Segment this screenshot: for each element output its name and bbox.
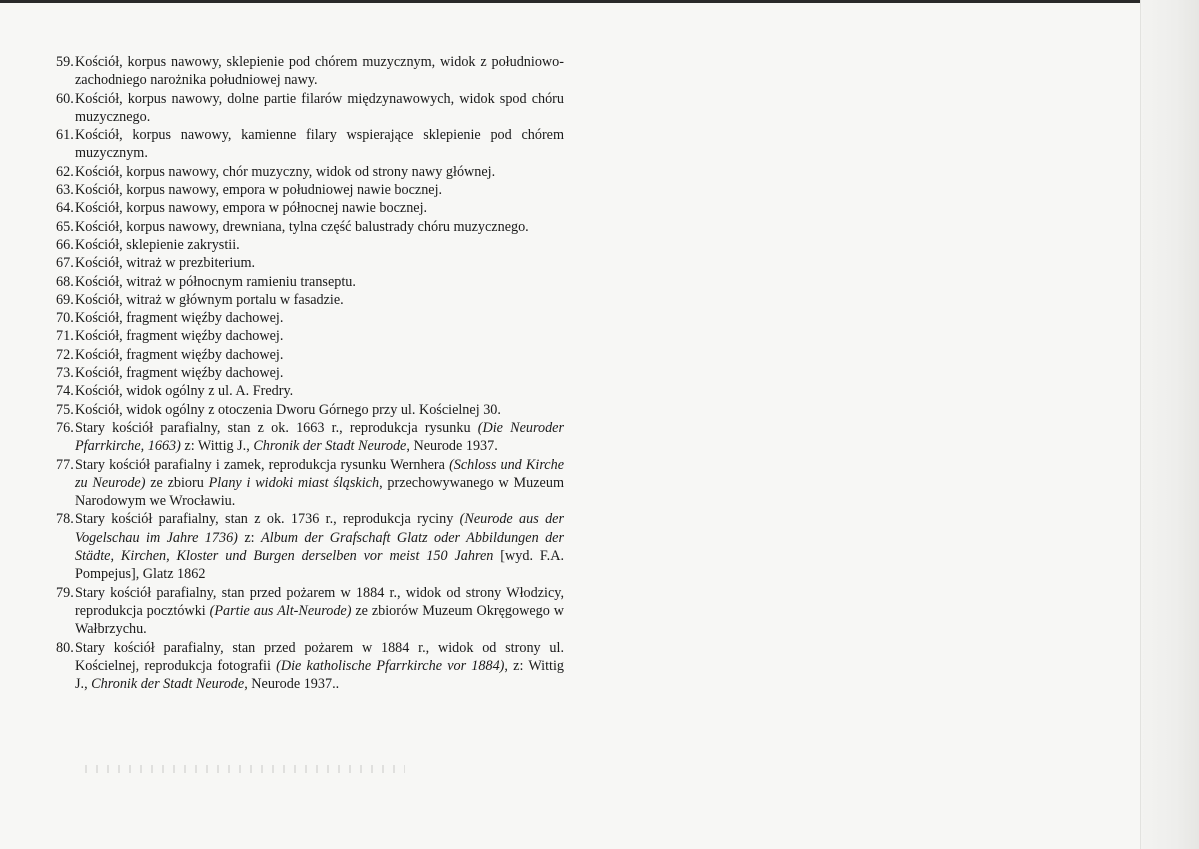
caption-item bbox=[56, 456, 564, 511]
caption-text-segment: Kościół, korpus nawowy, empora w południowej nawie bocznej. bbox=[75, 182, 443, 199]
caption-title-italic: Chronik der Stadt Neurode bbox=[91, 676, 245, 693]
caption-number: 80. bbox=[56, 639, 74, 656]
caption-text-segment: Kościół, korpus nawowy, chór muzyczny, widok od strony nawy głównej. bbox=[75, 163, 496, 180]
caption-item bbox=[56, 163, 564, 181]
caption-title-italic: Plany i widoki miast śląskich bbox=[208, 474, 380, 491]
caption-text bbox=[75, 164, 495, 180]
caption-number: 73. bbox=[56, 365, 74, 382]
caption-number: 76. bbox=[56, 419, 74, 436]
caption-number: 59. bbox=[56, 54, 74, 70]
caption-number: 71. bbox=[56, 328, 74, 345]
caption-text-segment: Kościół, widok ogólny z otoczenia Dworu Górnego przy ul. Kościelnej 30. bbox=[75, 401, 501, 418]
scan-top-edge bbox=[0, 0, 1199, 3]
caption-text-segment: Kościół, korpus nawowy, empora w północnej nawie bocznej. bbox=[75, 200, 428, 217]
caption-text bbox=[75, 640, 564, 693]
caption-item bbox=[56, 181, 564, 199]
caption-number: 64. bbox=[56, 200, 74, 217]
caption-text-segment: Stary kościół parafialny, stan przed pożarem w 1884 r., widok od strony Włodzicy, reprodukcja pocztówki bbox=[75, 584, 564, 619]
caption-item bbox=[56, 327, 564, 345]
caption-number: 78. bbox=[56, 511, 74, 528]
caption-item bbox=[56, 291, 564, 309]
caption-text-segment: Stary kościół parafialny i zamek, reprodukcja rysunku Wernhera bbox=[75, 456, 450, 473]
caption-number: 74. bbox=[56, 383, 74, 400]
caption-item bbox=[56, 309, 564, 327]
caption-text bbox=[75, 237, 240, 253]
caption-number: 77. bbox=[56, 456, 74, 473]
caption-title-italic: (Die katholische Pfarrkirche vor 1884) bbox=[276, 657, 505, 674]
caption-text-segment: , z: Wittig J., bbox=[75, 657, 565, 693]
caption-item bbox=[56, 584, 564, 639]
caption-text bbox=[75, 292, 344, 308]
caption-number: 67. bbox=[56, 255, 74, 272]
caption-number: 70. bbox=[56, 310, 74, 327]
caption-item bbox=[56, 90, 564, 127]
caption-text-segment: [wyd. F.A. Pompejus], Glatz 1862 bbox=[75, 548, 564, 583]
caption-number: 75. bbox=[56, 401, 74, 418]
caption-item bbox=[56, 401, 564, 419]
caption-title-italic: (Die Neuroder Pfarrkirche, 1663) bbox=[75, 419, 564, 455]
caption-text bbox=[75, 328, 283, 344]
caption-text-segment: Kościół, fragment więźby dachowej. bbox=[75, 328, 284, 345]
caption-text bbox=[75, 219, 529, 235]
caption-item bbox=[56, 236, 564, 254]
caption-text bbox=[75, 274, 356, 290]
caption-text bbox=[75, 383, 293, 399]
illustration-caption-list bbox=[56, 53, 564, 693]
caption-item bbox=[56, 639, 564, 694]
caption-number: 79. bbox=[56, 584, 74, 601]
caption-text bbox=[75, 127, 564, 161]
caption-title-italic: (Schloss und Kirche zu Neurode) bbox=[75, 456, 564, 491]
caption-text-segment: Kościół, witraż w głównym portalu w fasadzie. bbox=[75, 291, 344, 308]
caption-text-segment: Kościół, widok ogólny z ul. A. Fredry. bbox=[75, 383, 294, 400]
caption-text bbox=[75, 402, 501, 418]
caption-item bbox=[56, 218, 564, 236]
caption-item bbox=[56, 126, 564, 163]
caption-number: 65. bbox=[56, 218, 74, 235]
caption-item bbox=[56, 199, 564, 217]
caption-text bbox=[75, 457, 564, 510]
caption-number: 68. bbox=[56, 273, 74, 290]
caption-text bbox=[75, 347, 283, 363]
caption-number: 72. bbox=[56, 346, 74, 363]
caption-text-segment: Stary kościół parafialny, stan z ok. 1663 r., reprodukcja rysunku bbox=[75, 419, 478, 436]
caption-item bbox=[56, 346, 564, 364]
caption-text-segment: , Neurode 1937.. bbox=[244, 676, 340, 693]
caption-item bbox=[56, 419, 564, 456]
caption-text-segment: Kościół, korpus nawowy, sklepienie pod chórem muzycznym, widok z południowo-zachodniego narożnika południowej nawy. bbox=[75, 54, 564, 89]
caption-item bbox=[56, 364, 564, 382]
caption-text bbox=[75, 200, 427, 216]
caption-text bbox=[75, 54, 564, 88]
caption-text-segment: Stary kościół parafialny, stan z ok. 1736 r., reprodukcja ryciny bbox=[75, 511, 460, 528]
caption-text bbox=[75, 365, 283, 381]
caption-title-italic: (Neurode aus der Vogelschau im Jahre 1736) bbox=[75, 511, 564, 546]
caption-item bbox=[56, 254, 564, 272]
caption-number: 66. bbox=[56, 236, 74, 253]
caption-text-segment: Kościół, korpus nawowy, kamienne filary wspierające sklepienie pod chórem muzycznym. bbox=[75, 127, 564, 162]
caption-text-segment: Stary kościół parafialny, stan przed pożarem w 1884 r., widok od strony ul. Kościelnej, reprodukcja fotografii bbox=[75, 639, 564, 674]
caption-number: 60. bbox=[56, 90, 74, 107]
caption-item bbox=[56, 510, 564, 583]
caption-text-segment: Kościół, fragment więźby dachowej. bbox=[75, 346, 284, 363]
caption-text bbox=[75, 91, 564, 125]
caption-item bbox=[56, 273, 564, 291]
caption-title-italic: Album der Grafschaft Glatz oder Abbildungen der Städte, Kirchen, Kloster und Burgen derselben vor meist 150 Jahren bbox=[75, 529, 564, 565]
caption-text-segment: , Neurode 1937. bbox=[406, 438, 498, 455]
caption-number: 63. bbox=[56, 182, 74, 199]
caption-text bbox=[75, 182, 442, 198]
caption-text-segment: Kościół, sklepienie zakrystii. bbox=[75, 236, 240, 253]
caption-item bbox=[56, 382, 564, 400]
caption-text-segment: z: bbox=[237, 529, 261, 546]
caption-number: 69. bbox=[56, 291, 74, 308]
caption-text-segment: Kościół, korpus nawowy, dolne partie filarów międzynawowych, widok spod chóru muzycznego. bbox=[75, 90, 564, 125]
caption-item bbox=[56, 53, 564, 90]
caption-number: 61. bbox=[56, 127, 74, 144]
caption-text-segment: ze zbioru bbox=[145, 474, 209, 491]
caption-text bbox=[75, 420, 564, 454]
caption-text bbox=[75, 585, 564, 638]
scan-right-margin bbox=[1140, 0, 1199, 849]
caption-text-segment: Kościół, fragment więźby dachowej. bbox=[75, 310, 284, 327]
caption-title-italic: (Partie aus Alt-Neurode) bbox=[209, 602, 352, 619]
caption-text-segment: z: Wittig J., bbox=[180, 438, 254, 455]
caption-text bbox=[75, 310, 283, 326]
bleed-through-text bbox=[85, 765, 405, 773]
caption-title-italic: Chronik der Stadt Neurode bbox=[253, 438, 407, 455]
caption-text-segment: Kościół, fragment więźby dachowej. bbox=[75, 365, 284, 382]
caption-text-segment: , przechowywanego w Muzeum Narodowym we Wrocławiu. bbox=[75, 474, 564, 510]
caption-text bbox=[75, 255, 255, 271]
caption-number: 62. bbox=[56, 163, 74, 180]
caption-text-segment: Kościół, witraż w prezbiterium. bbox=[75, 255, 256, 272]
caption-text bbox=[75, 511, 564, 582]
caption-text-segment: ze zbiorów Muzeum Okręgowego w Wałbrzychu. bbox=[75, 602, 564, 638]
caption-text-segment: Kościół, korpus nawowy, drewniana, tylna część balustrady chóru muzycznego. bbox=[75, 218, 529, 235]
caption-text-segment: Kościół, witraż w północnym ramieniu transeptu. bbox=[75, 273, 356, 290]
